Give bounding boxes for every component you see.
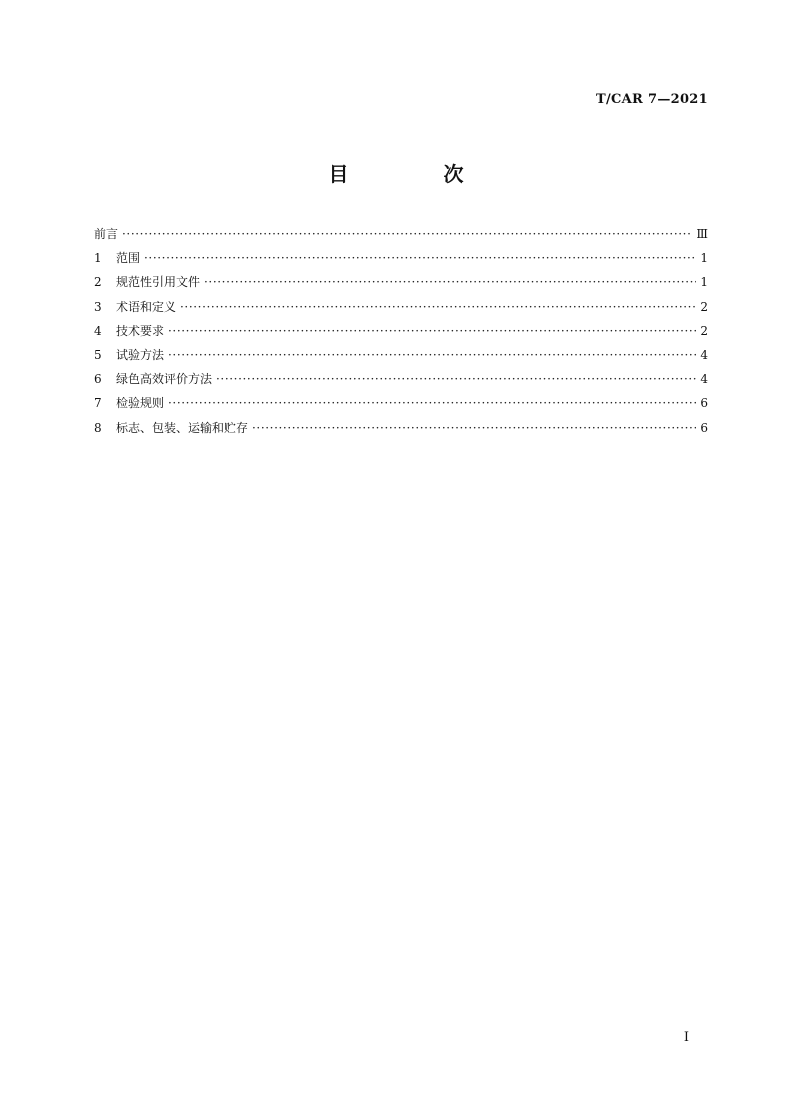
toc-dot-leader [252,418,696,438]
standard-code: T/CAR 7—2021 [595,92,708,107]
toc-entry-page: 6 [700,396,708,411]
toc-entry-page: 1 [700,275,708,290]
toc-entry-label: 前言 [94,227,119,241]
toc-dot-leader [144,248,696,268]
toc-entry-label: 检验规则 [116,396,165,411]
toc-dot-leader [168,345,696,365]
toc-entry-page: 4 [700,347,708,362]
toc-dot-leader [122,224,692,244]
toc-entry-label: 范围 [116,251,141,266]
toc-entry-label: 术语和定义 [116,299,177,314]
toc-entry-page: 4 [700,372,708,387]
toc-entry-terms-definitions[interactable] [94,297,708,321]
toc-entry-foreword[interactable] [94,224,708,248]
toc-title: 目 次 [328,162,508,186]
toc-entry-number: 6 [94,372,102,387]
toc-entry-marking-packaging[interactable] [94,418,708,442]
toc-entry-label: 标志、包装、运输和贮存 [116,420,249,435]
toc-dot-leader [168,321,696,341]
table-of-contents [94,224,708,442]
toc-entry-number: 4 [94,323,102,338]
toc-entry-page: 2 [700,299,708,314]
toc-dot-leader [204,272,696,292]
toc-entry-label: 技术要求 [116,323,165,338]
toc-entry-scope[interactable] [94,248,708,272]
toc-entry-number: 2 [94,275,102,290]
toc-entry-page: 1 [700,251,708,266]
toc-dot-leader [180,297,696,317]
page-number: I [683,1030,689,1045]
toc-entry-number: 7 [94,396,102,411]
toc-entry-inspection-rules[interactable] [94,393,708,417]
toc-entry-page: 2 [700,323,708,338]
toc-entry-label: 规范性引用文件 [116,275,201,290]
toc-entry-page: 6 [700,420,708,435]
toc-entry-label: 绿色高效评价方法 [116,372,213,387]
toc-entry-technical-requirements[interactable] [94,321,708,345]
toc-entry-number: 3 [94,299,102,314]
toc-entry-number: 5 [94,347,102,362]
toc-entry-test-methods[interactable] [94,345,708,369]
toc-dot-leader [168,393,696,413]
toc-entry-number: 8 [94,420,102,435]
toc-entry-evaluation-methods[interactable] [94,369,708,393]
toc-entry-normative-references[interactable] [94,272,708,296]
toc-entry-label: 试验方法 [116,347,165,362]
toc-entry-number: 1 [94,251,102,266]
toc-entry-page: Ⅲ [696,227,708,241]
toc-dot-leader [216,369,696,389]
